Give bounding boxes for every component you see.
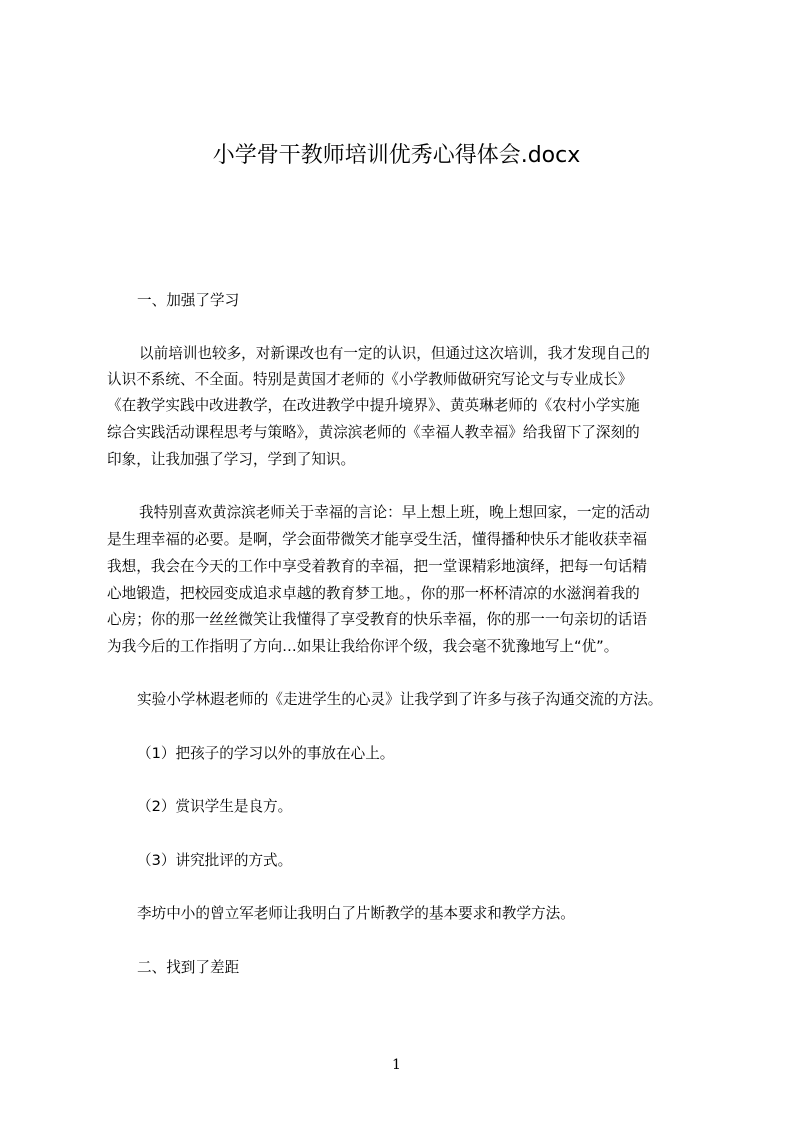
paragraph-line: 印象，让我加强了学习，学到了知识。 [107,451,356,468]
paragraph-line: 以前培训也较多，对新课改也有一定的认识，但通过这次培训，我才发现自己的 [139,345,650,362]
paragraph-line: 我想，我会在今天的工作中享受着教育的幸福，把一堂课精彩地演绎，把每一句话精 [107,558,647,575]
document-title: 小学骨干教师培训优秀心得体会.docx [212,143,581,168]
section-heading: 一、加强了学习 [137,292,240,309]
page-number: 1 [392,1057,401,1073]
section-heading: 二、找到了差距 [137,959,240,976]
paragraph-line: 综合实践活动课程思考与策略》，黄淙滨老师的《幸福人教幸福》给我留下了深刻的 [107,424,640,441]
paragraph-line: 为我今后的工作指明了方向…如果让我给你评个级，我会毫不犹豫地写上“优”。 [107,638,619,655]
paragraph-line: 认识不系统、不全面。特别是黄国才老师的《小学教师做研究写论文与专业成长》 [107,371,633,388]
paragraph-line: 我特别喜欢黄淙滨老师关于幸福的言论：早上想上班，晚上想回家，一定的活动 [139,504,650,521]
list-item: （3）讲究批评的方式。 [137,852,293,869]
paragraph-line: 是生理幸福的必要。是啊，学会面带微笑才能享受生活，懂得播种快乐才能收获幸福 [107,531,647,548]
paragraph-line: 《在教学实践中改进教学，在改进教学中提升境界》、黄英琳老师的《农村小学实施 [107,397,640,414]
paragraph-line: 心地锻造，把校园变成追求卓越的教育梦工地。，你的那一杯杯清凉的水滋润着我的 [107,585,640,602]
paragraph-line: 心房；你的那一丝丝微笑让我懂得了享受教育的快乐幸福，你的那一一句亲切的话语 [107,611,647,628]
paragraph: 李坊中小的曾立军老师让我明白了片断教学的基本要求和教学方法。 [137,905,575,922]
paragraph: 实验小学林遐老师的《走进学生的心灵》让我学到了许多与孩子沟通交流的方法。 [137,691,663,708]
list-item: （1）把孩子的学习以外的事放在心上。 [137,745,395,762]
list-item: （2）赏识学生是良方。 [137,798,293,815]
